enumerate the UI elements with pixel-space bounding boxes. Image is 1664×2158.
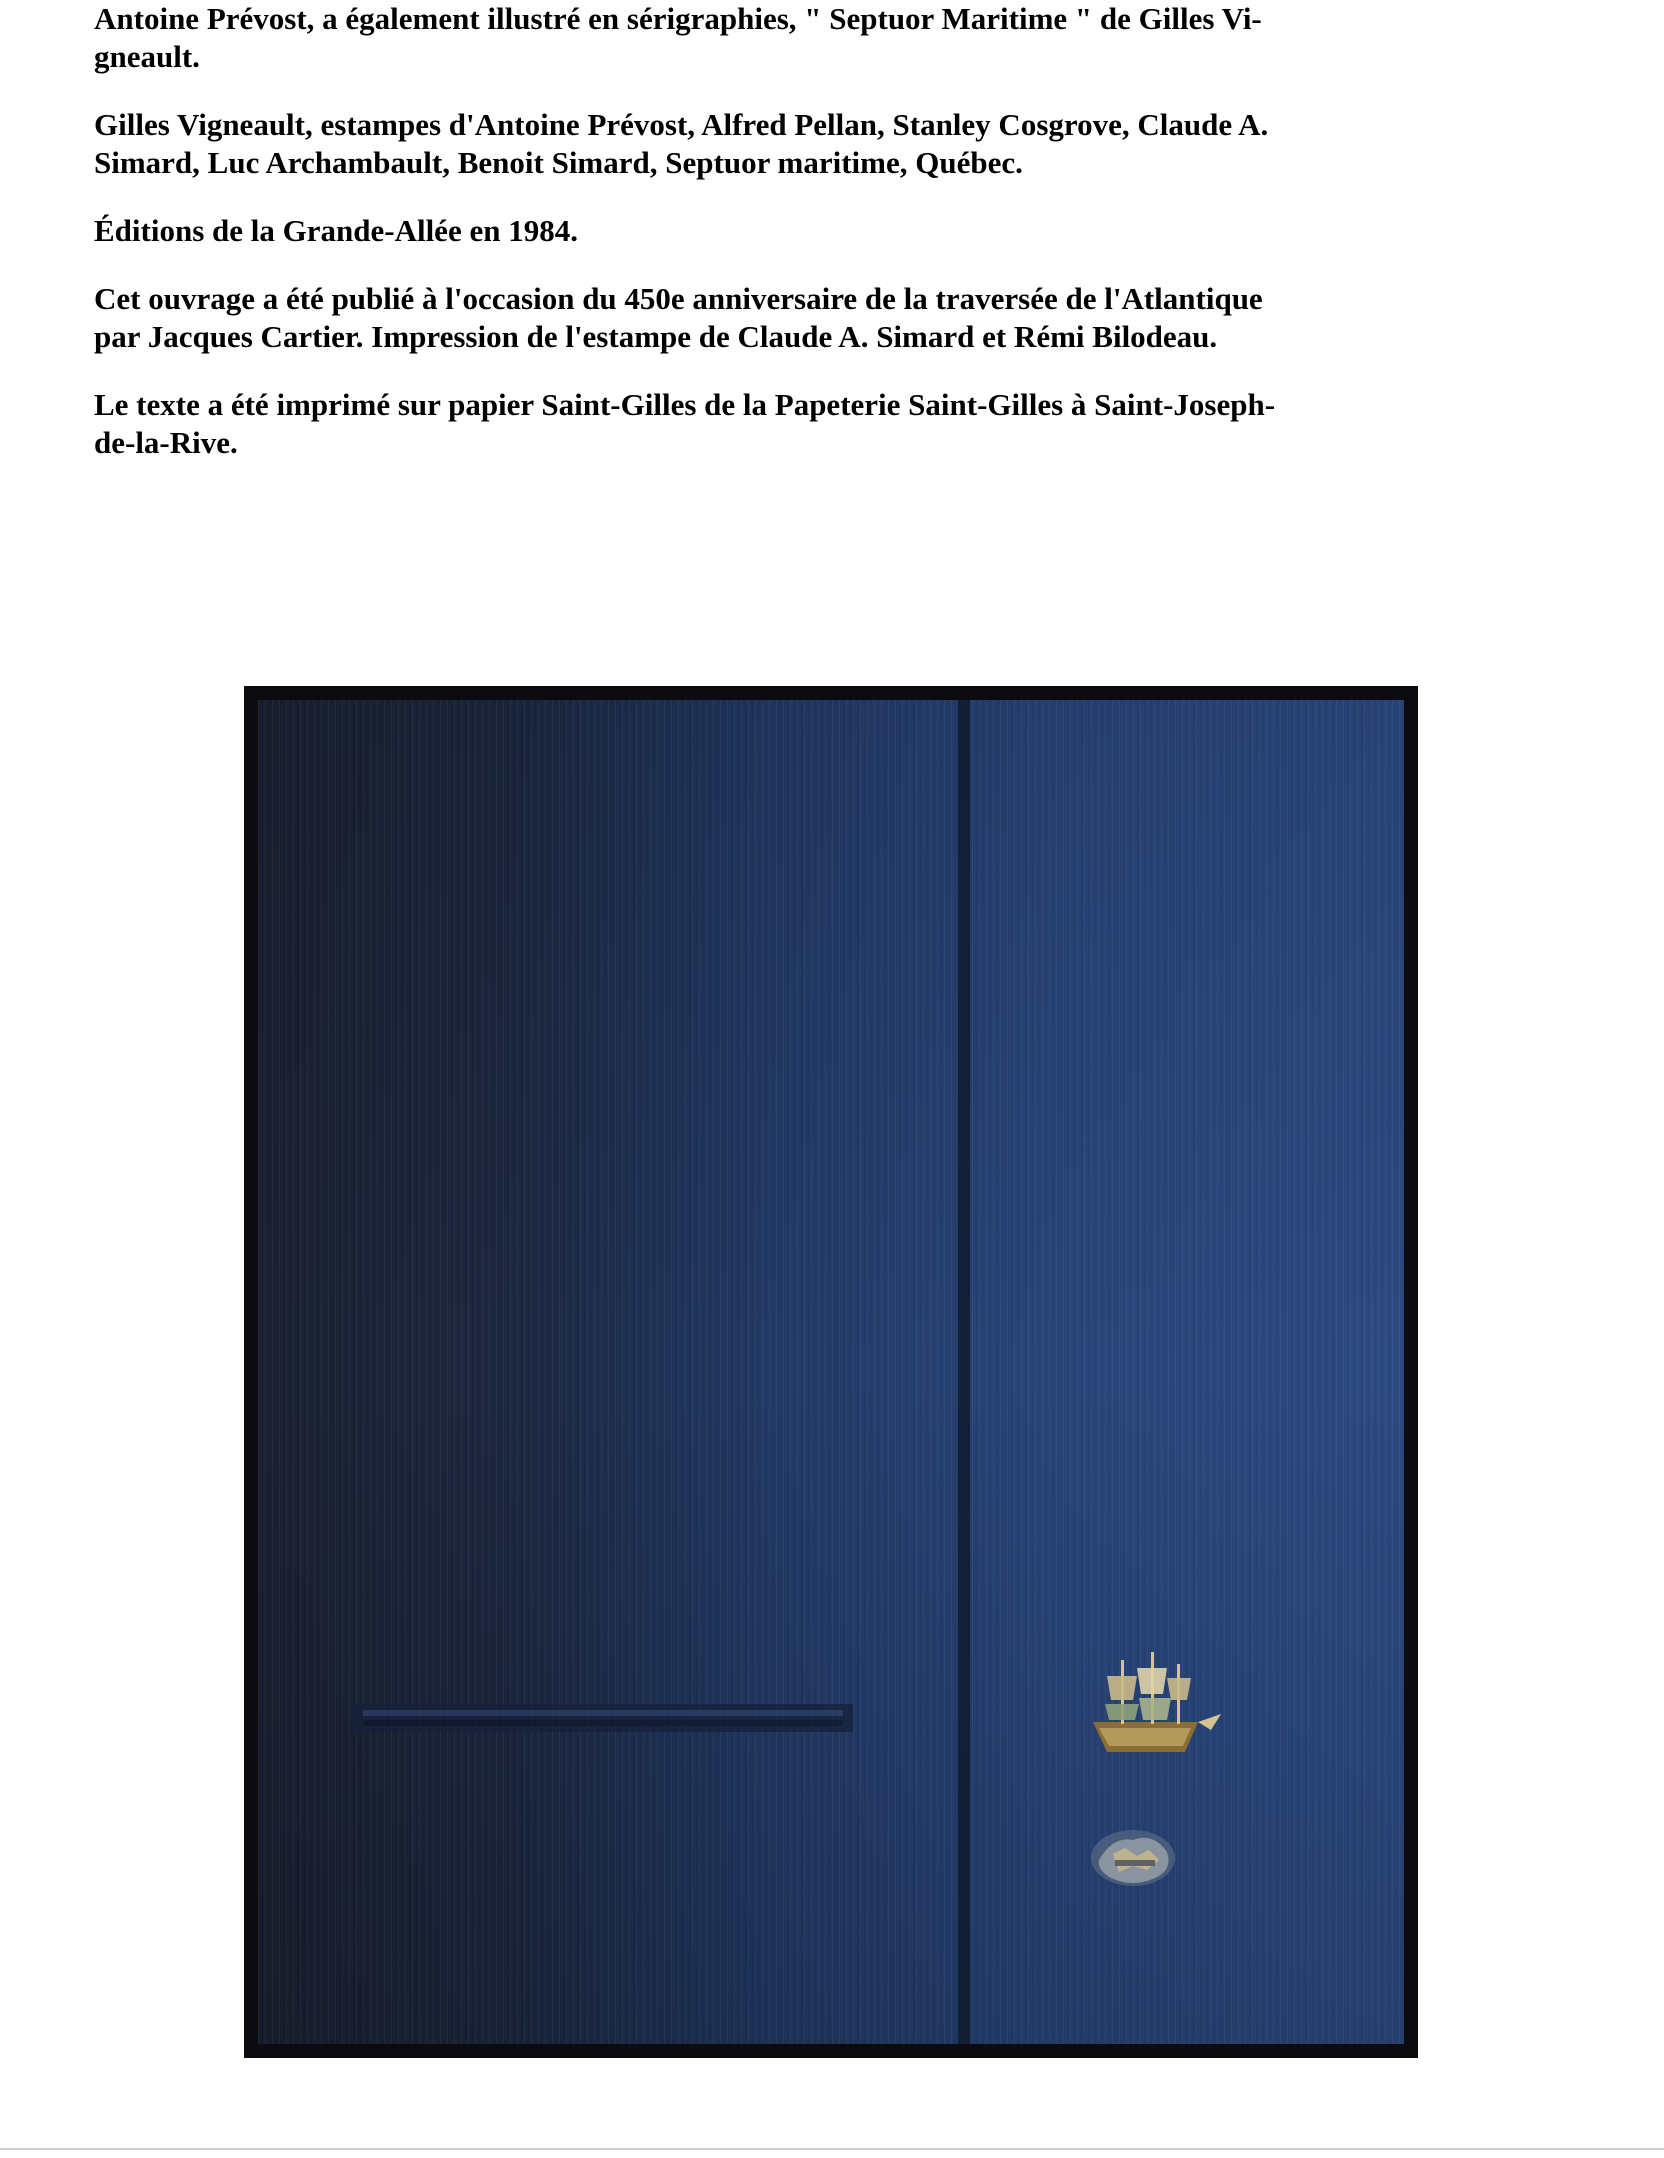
book-cover-photo xyxy=(244,686,1418,2058)
text-line: Simard, Luc Archambault, Benoit Simard, Septuor maritime, Québec. xyxy=(94,145,1023,180)
cover-shading xyxy=(258,700,1404,2044)
text-line: par Jacques Cartier. Impression de l'estampe de Claude A. Simard et Rémi Bilodeau. xyxy=(94,319,1218,354)
paragraph-publisher xyxy=(94,212,1570,250)
text-line: gneault. xyxy=(94,39,200,74)
text-line: de-la-Rive. xyxy=(94,425,238,460)
text-line: Éditions de la Grande-Allée en 1984. xyxy=(94,213,578,248)
paragraph-illustration xyxy=(94,0,1570,76)
emblem-icon xyxy=(1091,1830,1175,1886)
text-line: Le texte a été imprimé sur papier Saint-Gilles de la Papeterie Saint-Gilles à Saint-Joseph- xyxy=(94,387,1276,422)
text-content xyxy=(94,0,1570,492)
cover-title-plate xyxy=(353,1704,853,1732)
text-line: Gilles Vigneault, estampes d'Antoine Prévost, Alfred Pellan, Stanley Cosgrove, Claude A. xyxy=(94,107,1269,142)
book-cover-image xyxy=(258,700,1404,2044)
paragraph-credits xyxy=(94,106,1570,182)
paragraph-occasion xyxy=(94,280,1570,356)
cover-spine-line xyxy=(958,700,970,2044)
text-line: Cet ouvrage a été publié à l'occasion du 450e anniversaire de la traversée de l'Atlantique xyxy=(94,281,1263,316)
paragraph-paper xyxy=(94,386,1570,462)
page-bottom-rule xyxy=(0,2148,1664,2150)
text-line: Antoine Prévost, a également illustré en sérigraphies, " Septuor Maritime " de Gilles Vi- xyxy=(94,1,1262,36)
